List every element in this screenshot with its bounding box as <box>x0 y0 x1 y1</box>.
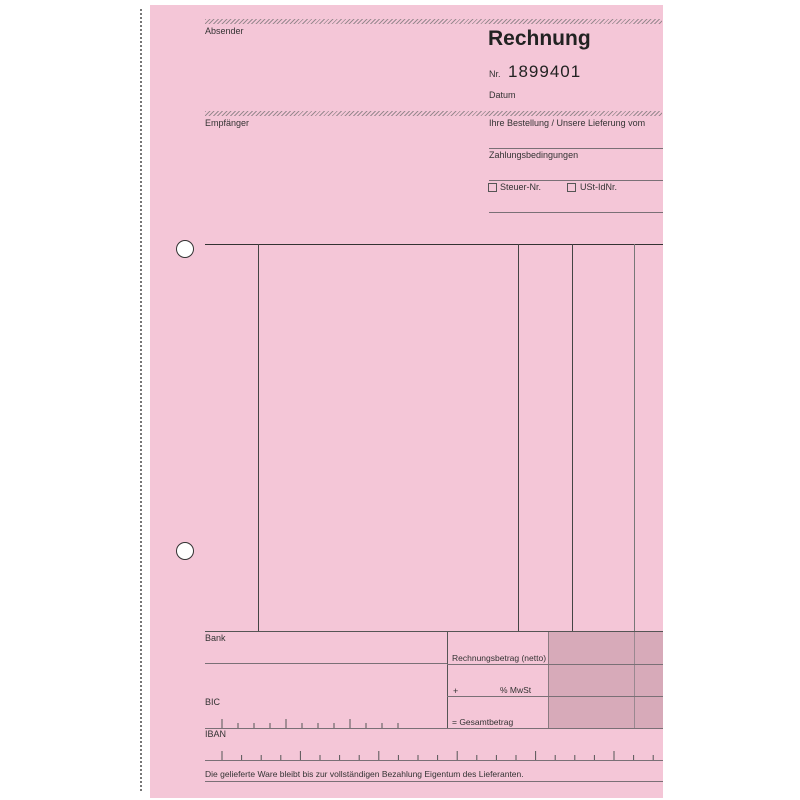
iban-label: IBAN <box>205 729 227 739</box>
footer-bottom-rule <box>205 781 663 782</box>
total-label: = Gesamtbetrag <box>452 717 514 727</box>
bic-label: BIC <box>205 697 221 707</box>
tax-number-label: Steuer-Nr. <box>500 182 542 192</box>
ownership-note: Die gelieferte Ware bleibt bis zur vollständigen Bezahlung Eigentum des Lieferanten. <box>205 769 524 779</box>
order-delivery-label: Ihre Bestellung / Unsere Lieferung vom <box>489 118 646 128</box>
net-amount-label: Rechnungsbetrag (netto) <box>452 653 547 663</box>
invoice-number-value: 1899401 <box>508 62 582 81</box>
vat-label: % MwSt <box>500 685 532 695</box>
recipient-label: Empfänger <box>205 118 250 128</box>
bank-label: Bank <box>205 633 226 643</box>
vat-id-label: USt-IdNr. <box>580 182 618 192</box>
invoice-title: Rechnung <box>488 27 591 50</box>
plus-sign: + <box>453 686 459 696</box>
payment-terms-label: Zahlungsbedingungen <box>489 150 579 160</box>
sender-label: Absender <box>205 26 244 36</box>
date-label: Datum <box>489 90 516 100</box>
invoice-number-label: Nr. <box>489 69 501 79</box>
